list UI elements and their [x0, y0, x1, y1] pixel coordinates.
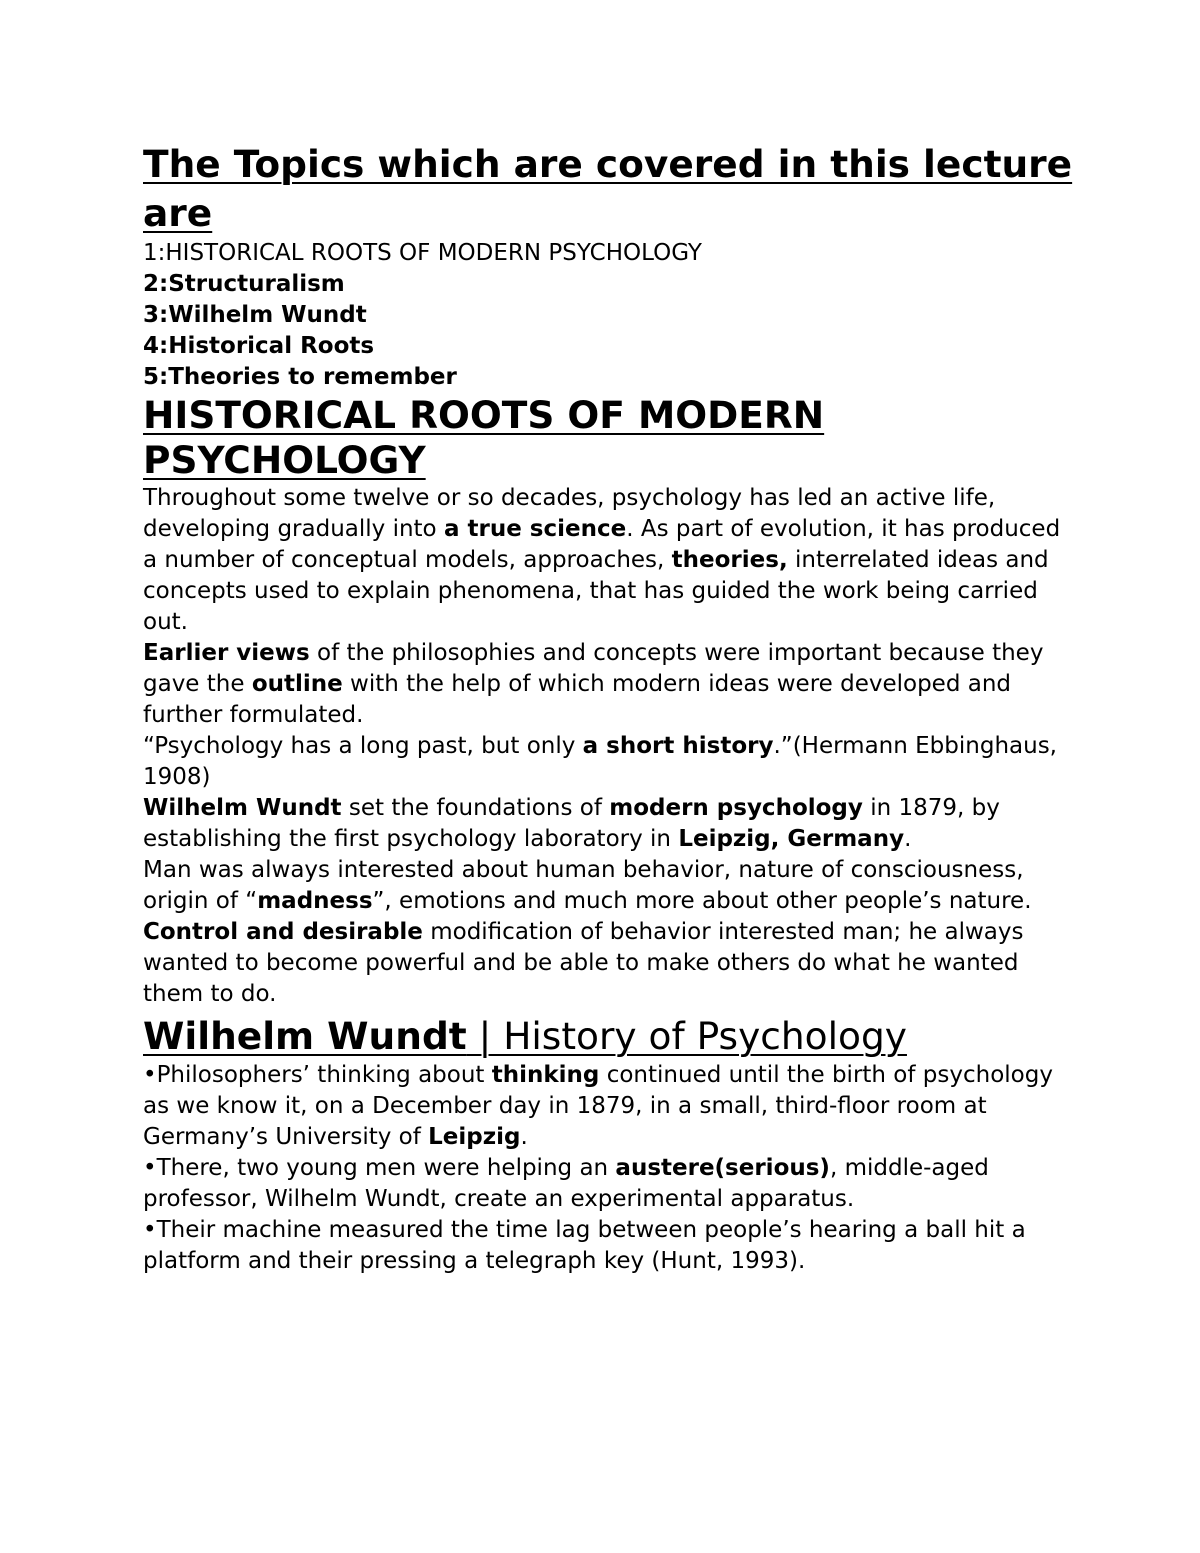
bullet-paragraph: •Philosophers’ thinking about thinking continued until the birth of psychology as we know it, on a December day in 1879, in a small, third-floor room at Germany’s University of Leipzig.: [143, 1062, 1053, 1150]
topics-list: [143, 238, 1073, 393]
topics-heading: The Topics which are covered in this lecture are: [143, 142, 1073, 235]
section-heading-historical-roots: HISTORICAL ROOTS OF MODERN PSYCHOLOGY: [143, 393, 825, 482]
paragraph: Wilhelm Wundt set the foundations of modern psychology in 1879, by establishing the first psychology laboratory in Leipzig, Germany.: [143, 795, 1000, 852]
paragraph: Man was always interested about human behavior, nature of consciousness, origin of “madness”, emotions and much more about other people’s nature.: [143, 857, 1032, 914]
paragraph: Control and desirable modification of behavior interested man; he always wanted to become powerful and be able to make others do what he wanted them to do.: [143, 919, 1024, 1007]
topic-item: 3:Wilhelm Wundt: [143, 302, 367, 328]
bullet-paragraph: •There, two young men were helping an austere(serious), middle-aged professor, Wilhelm Wundt, create an experimental apparatus.: [143, 1155, 989, 1212]
document-page: [143, 140, 1073, 1277]
quote-paragraph: “Psychology has a long past, but only a short history.”(Hermann Ebbinghaus, 1908): [143, 733, 1057, 790]
topic-item: 2:Structuralism: [143, 271, 345, 297]
bullet-paragraph: •Their machine measured the time lag between people’s hearing a ball hit a platform and their pressing a telegraph key (Hunt, 1993).: [143, 1217, 1026, 1274]
topic-item: 5:Theories to remember: [143, 364, 457, 390]
topic-item: 1:HISTORICAL ROOTS OF MODERN PSYCHOLOGY: [143, 240, 702, 266]
section-heading-wilhelm-wundt: Wilhelm Wundt | History of Psychology: [143, 1014, 907, 1058]
topic-item: 4:Historical Roots: [143, 333, 375, 359]
paragraph: Earlier views of the philosophies and concepts were important because they gave the outline with the help of which modern ideas were developed and further formulated.: [143, 640, 1044, 728]
paragraph: Throughout some twelve or so decades, psychology has led an active life, developing gradually into a true science. As part of evolution, it has produced a number of conceptual models, approaches, theories, interrelated ideas and concepts used to explain phenomena, that has guided the work being carried out.: [143, 485, 1061, 635]
